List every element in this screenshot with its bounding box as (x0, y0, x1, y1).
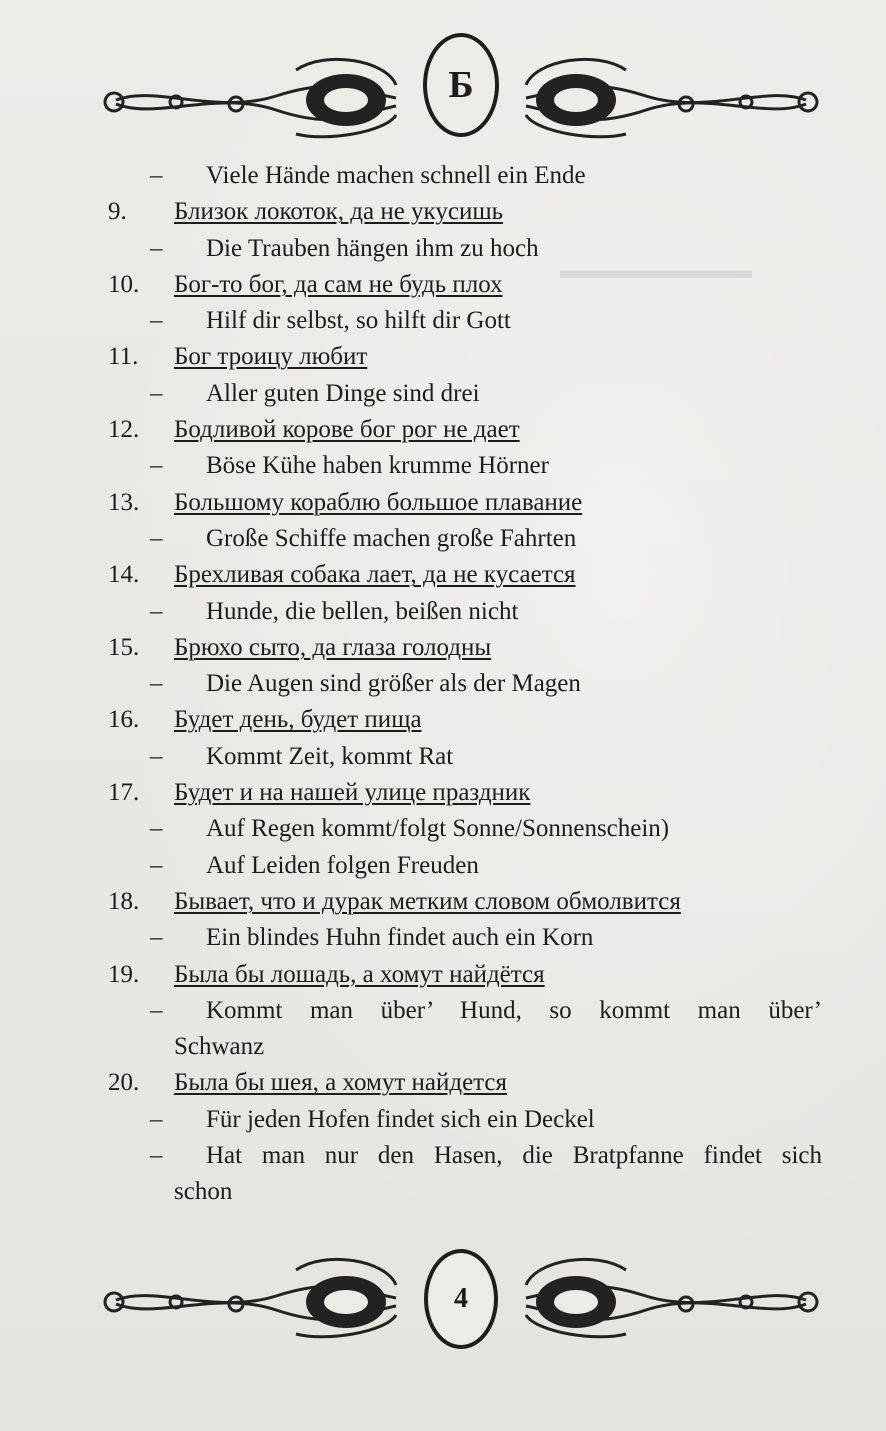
dash-bullet: – (150, 452, 163, 480)
dash-bullet: – (150, 597, 163, 625)
russian-proverb-line (0, 267, 886, 303)
dash-bullet: – (150, 924, 163, 952)
german-proverb-text: Auf Regen kommt/folgt Sonne/Sonnenschein) (206, 815, 670, 843)
russian-proverb-line (0, 775, 886, 811)
german-equivalent-line (0, 376, 886, 412)
dash-bullet: – (150, 307, 163, 335)
russian-proverb-text: Будет день, будет пища (174, 706, 422, 734)
german-proverb-continuation: schon (174, 1178, 233, 1206)
proverb-number: 16. (108, 706, 140, 734)
german-proverb-text: Hunde, die bellen, beißen nicht (206, 597, 519, 625)
german-equivalent-line (0, 521, 886, 557)
russian-proverb-text: Бог троицу любит (174, 343, 368, 371)
russian-proverb-text: Бодливой корове бог рог не дает (174, 416, 520, 444)
russian-proverb-line (0, 485, 886, 521)
german-equivalent-line (0, 666, 886, 702)
section-letter: Б (423, 33, 499, 137)
russian-proverb-text: Бог-то бог, да сам не будь плох (174, 270, 503, 298)
proverb-number: 18. (108, 887, 140, 915)
page-number: 4 (424, 1249, 498, 1349)
russian-proverb-line (0, 630, 886, 666)
dash-bullet: – (150, 524, 163, 552)
proverb-number: 14. (108, 561, 140, 589)
proverb-number: 20. (108, 1069, 140, 1097)
footer-ornament (96, 1245, 826, 1355)
german-proverb-text: Ein blindes Huhn findet auch ein Korn (206, 924, 594, 952)
german-proverb-text: Kommt Zeit, kommt Rat (206, 742, 454, 770)
german-equivalent-line (0, 158, 886, 194)
proverb-number: 13. (108, 488, 140, 516)
german-proverb-text: Große Schiffe machen große Fahrten (206, 524, 577, 552)
russian-proverb-text: Брехливая собака лает, да не кусается (174, 561, 576, 589)
german-proverb-text: Böse Kühe haben krumme Hörner (206, 452, 549, 480)
proverb-number: 19. (108, 960, 140, 988)
dash-bullet: – (150, 1105, 163, 1133)
dash-bullet: – (150, 162, 163, 189)
russian-proverb-line (0, 1065, 886, 1101)
proverb-number: 11. (108, 343, 139, 371)
german-equivalent-line (0, 811, 886, 847)
russian-proverb-line (0, 412, 886, 448)
german-equivalent-line (0, 231, 886, 267)
dash-bullet: – (150, 851, 163, 879)
dash-bullet: – (150, 234, 163, 262)
header-ornament (96, 30, 826, 140)
continuation-line (0, 1174, 886, 1210)
german-proverb-text: Für jeden Hofen findet sich ein Deckel (206, 1105, 595, 1133)
proverb-number: 10. (108, 270, 140, 298)
russian-proverb-text: Бывает, что и дурак метким словом обмолвится (174, 887, 681, 915)
german-equivalent-line (0, 920, 886, 956)
dash-bullet: – (150, 379, 163, 407)
russian-proverb-text: Брюхо сыто, да глаза голодны (174, 633, 492, 661)
russian-proverb-line (0, 194, 886, 230)
proverb-number: 15. (108, 633, 140, 661)
german-equivalent-line (0, 303, 886, 339)
russian-proverb-line (0, 957, 886, 993)
german-equivalent-line (0, 848, 886, 884)
german-proverb-continuation: Schwanz (174, 1033, 265, 1061)
german-equivalent-line (0, 448, 886, 484)
german-proverb-text: Hat man nur den Hasen, die Bratpfanne findet sich (206, 1142, 822, 1170)
russian-proverb-line (0, 339, 886, 375)
russian-proverb-line (0, 557, 886, 593)
dash-bullet: – (150, 742, 163, 770)
german-proverb-text: Hilf dir selbst, so hilft dir Gott (206, 307, 511, 335)
russian-proverb-text: Близок локоток, да не укусишь (174, 198, 503, 226)
russian-proverb-text: Будет и на нашей улице праздник (174, 779, 531, 807)
continuation-line (0, 1029, 886, 1065)
german-equivalent-line (0, 1138, 886, 1174)
german-equivalent-line (0, 993, 886, 1029)
russian-proverb-text: Была бы лошадь, а хомут найдётся (174, 960, 545, 988)
german-equivalent-line (0, 594, 886, 630)
german-proverb-text: Die Trauben hängen ihm zu hoch (206, 234, 539, 262)
russian-proverb-line (0, 884, 886, 920)
german-proverb-text: Kommt man über’ Hund, so kommt man über’ (206, 996, 822, 1024)
proverb-number: 12. (108, 416, 140, 444)
german-equivalent-line (0, 1102, 886, 1138)
russian-proverb-line (0, 702, 886, 738)
german-proverb-text: Die Augen sind größer als der Magen (206, 670, 581, 698)
russian-proverb-text: Была бы шея, а хомут найдется (174, 1069, 507, 1097)
dash-bullet: – (150, 996, 163, 1024)
proverb-number: 17. (108, 779, 140, 807)
dash-bullet: – (150, 670, 163, 698)
bleed-through-text: ▬▬▬▬▬▬▬▬ (560, 258, 752, 284)
dash-bullet: – (150, 1142, 163, 1170)
dash-bullet: – (150, 815, 163, 843)
proverb-number: 9. (108, 198, 127, 226)
proverb-list (0, 158, 886, 1211)
german-proverb-text: Auf Leiden folgen Freuden (206, 851, 479, 879)
german-equivalent-line (0, 739, 886, 775)
russian-proverb-text: Большому кораблю большое плавание (174, 488, 583, 516)
german-proverb-text: Aller guten Dinge sind drei (206, 379, 480, 407)
german-proverb-text: Viele Hände machen schnell ein Ende (206, 162, 586, 189)
